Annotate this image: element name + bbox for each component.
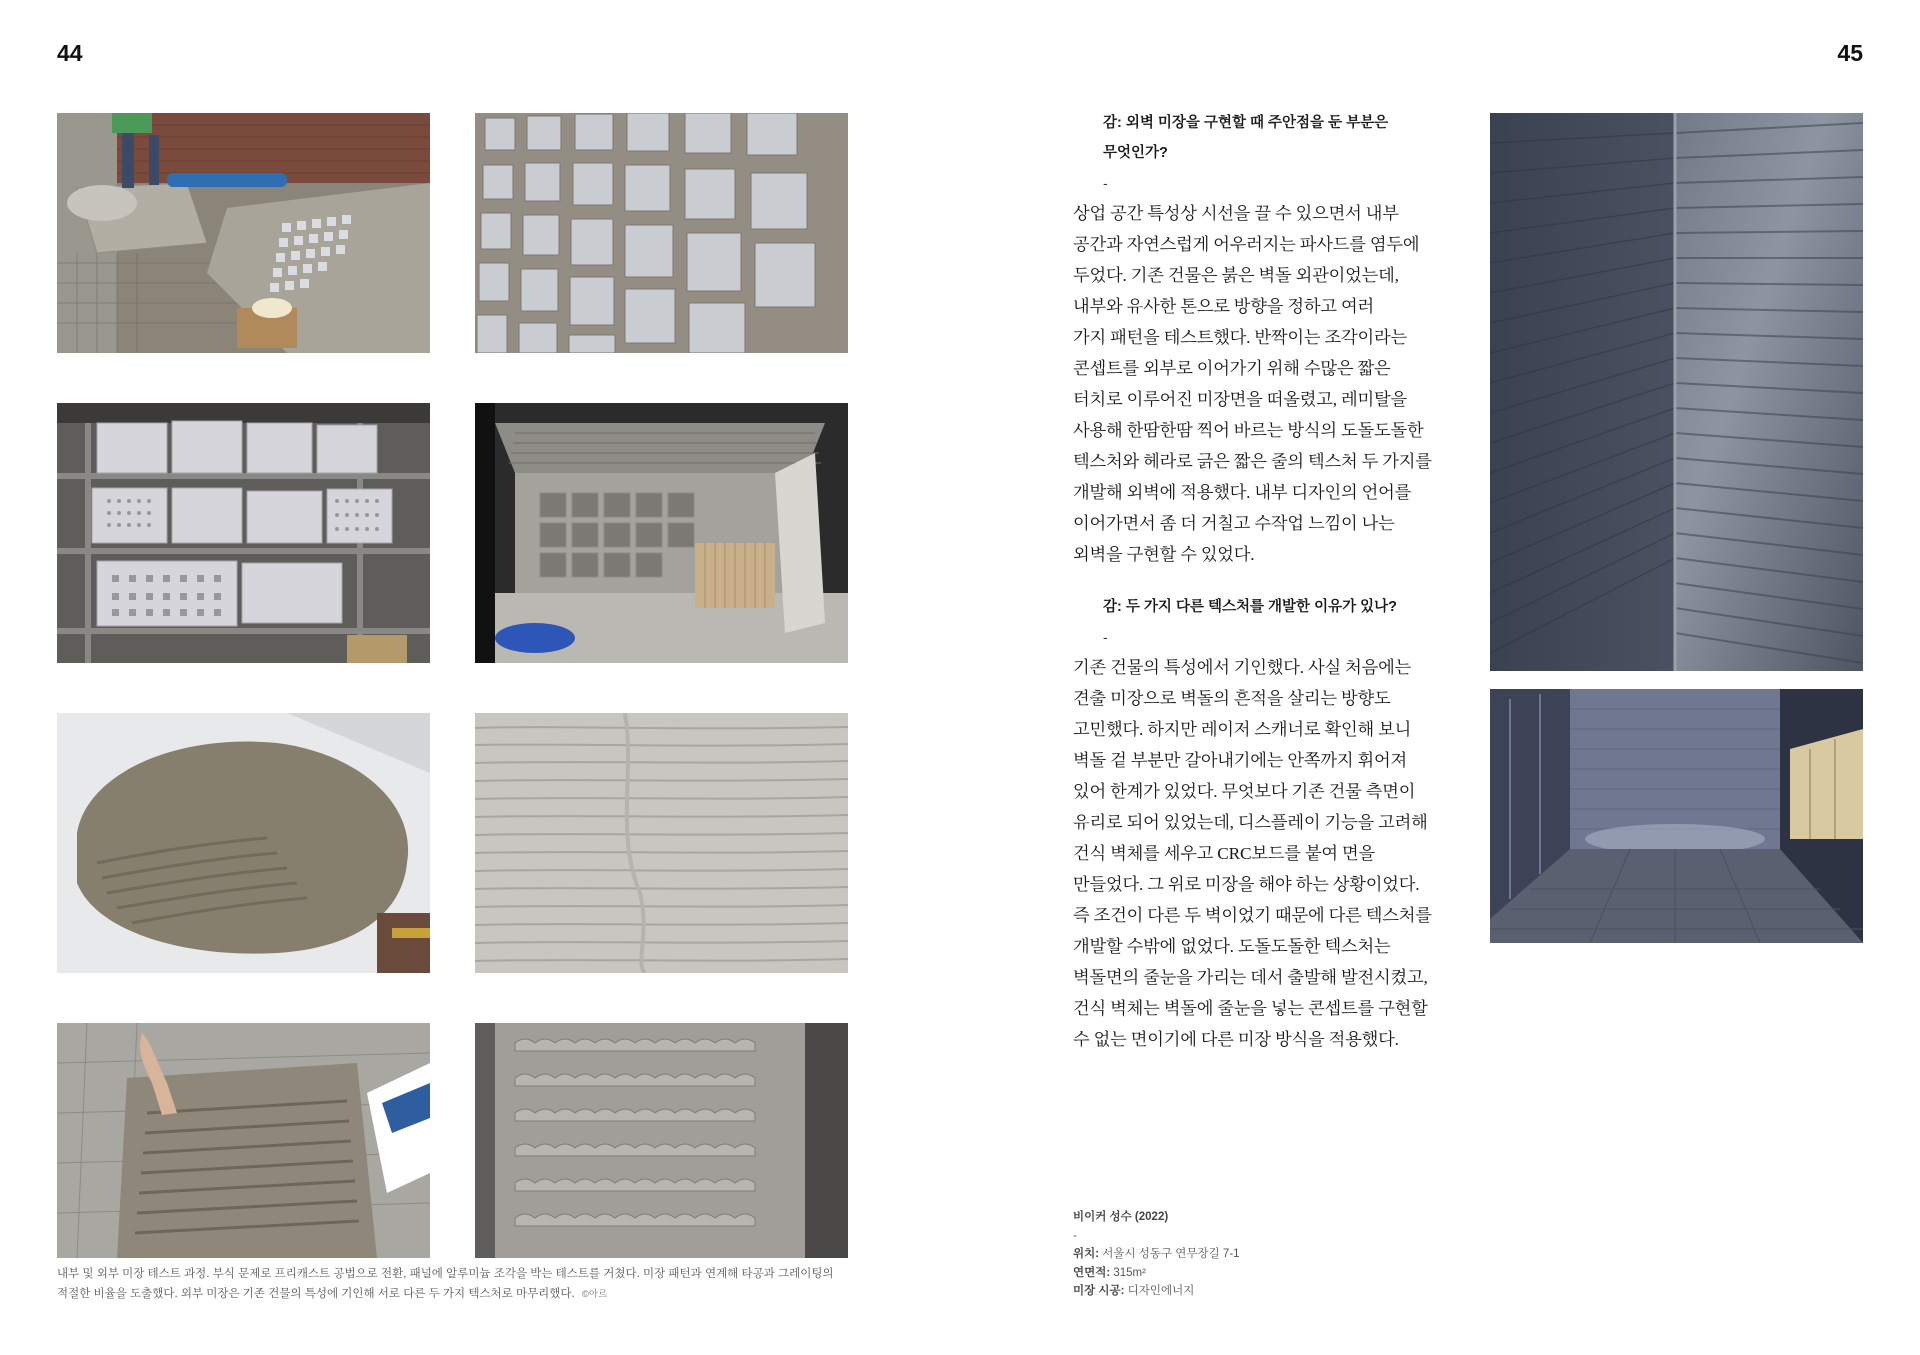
question-1: 감: 외벽 미장을 구현할 때 주안점을 둔 부분은 무엇인가? bbox=[1103, 115, 1389, 161]
location-value: 서울시 성동구 연무장길 7-1 bbox=[1099, 1248, 1240, 1260]
photo-hand-trowel bbox=[57, 1023, 430, 1258]
page-number-left: 44 bbox=[57, 40, 83, 66]
photo-facade-corner bbox=[1490, 113, 1863, 671]
photo-tile-mockup bbox=[57, 113, 430, 353]
photo-combed-plaster bbox=[475, 713, 848, 973]
contractor-value: 디자인에너지 bbox=[1124, 1285, 1195, 1297]
project-dash: - bbox=[1073, 1229, 1077, 1242]
photo-courtyard bbox=[1490, 689, 1863, 943]
photo-caption bbox=[57, 1264, 847, 1305]
project-area bbox=[1073, 1264, 1373, 1283]
project-info bbox=[1073, 1208, 1373, 1301]
page-number-right: 45 bbox=[1837, 40, 1863, 66]
project-contractor bbox=[1073, 1282, 1373, 1301]
area-value: 315m² bbox=[1110, 1266, 1146, 1279]
interview-column bbox=[1073, 108, 1453, 1055]
question-2-dash: - bbox=[1103, 629, 1108, 645]
photo-aluminum-panels bbox=[475, 113, 848, 353]
location-label: 위치: bbox=[1073, 1248, 1100, 1260]
question-2: 감: 두 가지 다른 텍스처를 개발한 이유가 있나? bbox=[1103, 599, 1398, 615]
photo-plaster-smear bbox=[57, 713, 430, 973]
answer-2: 기존 건물의 특성에서 기인했다. 사실 처음에는 견출 미장으로 벽돌의 흔적을 살리는 방향도 고민했다. 하지만 레이저 스캐너로 확인해 보니 벽돌 겉 부분만 갈아내기에는 안쪽까지 휘어져 있어 한계가 있었다. 무엇보다 기존 건물 측면이 유리로 되어 있었는데, 디스플레이 기능을 고려해 건식 벽체를 세우고 CRC보드를 붙여 면을 만들었다. 그 위로 미장을 해야 하는 상황이었다. 즉 조건이 다른 두 벽이었기 때문에 다른 텍스처를 개발할 수밖에 없었다. 도돌도돌한 텍스처는 벽돌면의 줄눈을 가리는 데서 출발해 발전시켰고, 건식 벽체는 벽돌에 줄눈을 넣는 콘셉트를 구현할 수 없는 면이기에 다른 미장 방식을 적용했다. bbox=[1073, 658, 1432, 1049]
question-1-dash: - bbox=[1103, 175, 1108, 191]
project-location bbox=[1073, 1245, 1373, 1264]
photo-sample-boards bbox=[57, 403, 430, 663]
contractor-label: 미장 시공: bbox=[1073, 1285, 1125, 1297]
photo-dabbed-texture bbox=[475, 1023, 848, 1258]
answer-1: 상업 공간 특성상 시선을 끌 수 있으면서 내부 공간과 자연스럽게 어우러지는 파사드를 염두에 두었다. 기존 건물은 붉은 벽돌 외관이었는데, 내부와 유사한 톤으로 방향을 정하고 여러 가지 패턴을 테스트했다. 반짝이는 조각이라는 콘셉트를 외부로 이어가기 위해 수많은 짧은 터치로 이루어진 미장면을 떠올렸고, 레미탈을 사용해 한땀한땀 찍어 바르는 방식의 도돌도돌한 텍스처와 헤라로 긁은 짧은 줄의 텍스처 두 가지를 개발해 외벽에 적용했다. 내부 디자인의 언어를 이어가면서 좀 더 거칠고 수작업 느낌이 나는 외벽을 구현할 수 있었다. bbox=[1073, 204, 1432, 564]
photo-credit: ©아르 bbox=[581, 1289, 608, 1300]
project-title: 비이커 성수 (2022) bbox=[1073, 1211, 1169, 1223]
photo-interior bbox=[475, 403, 848, 663]
caption-text: 내부 및 외부 미장 테스트 과정. 부식 문제로 프리캐스트 공법으로 전환, 패널에 알루미늄 조각을 박는 테스트를 거쳤다. 미장 패턴과 연계해 타공과 그레이팅의 적절한 비율을 도출했다. 외부 미장은 기존 건물의 특성에 기인해 서로 다른 두 가지 텍스처로 마무리했다. bbox=[57, 1268, 834, 1300]
area-label: 연면적: bbox=[1073, 1266, 1111, 1279]
